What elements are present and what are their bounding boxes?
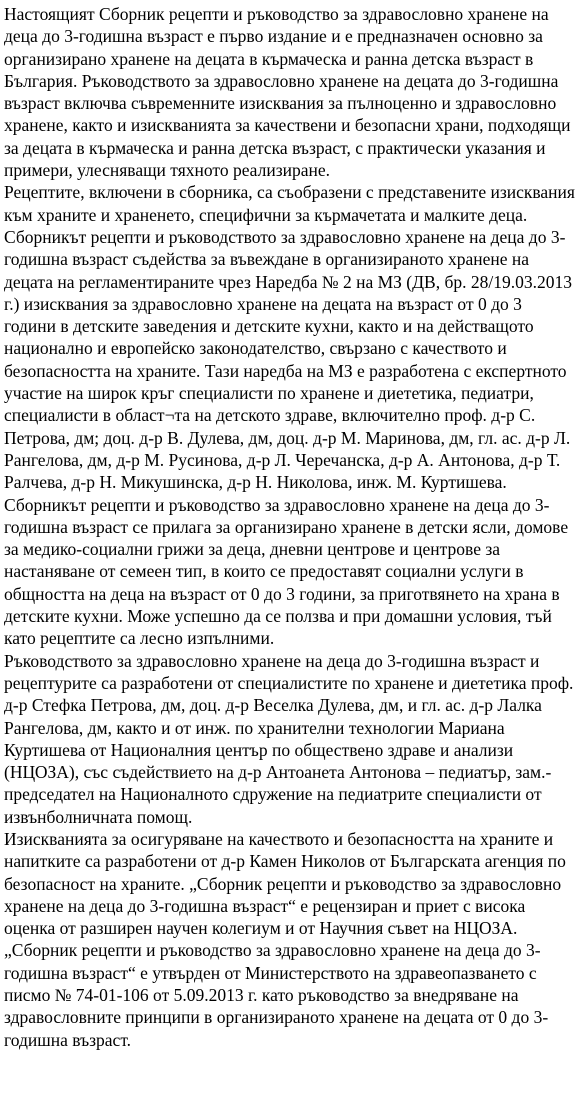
paragraph-recipes-requirements: Рецептите, включени в сборника, са съобразени с представените изисквания към храните и храненето, специфични за кърмачетата и малките деца. Сборникът рецепти и ръководството за здравословно хранене на деца до 3-годишна възраст съдейства за въвеждане в организираното хранене на децата на регламентираните чрез Наредба № 2 на МЗ (ДВ, бр. 28/19.03.2013 г.) изисквания за здравословно хранене на децата на възраст от 0 до 3 години в детските заведения и детските кухни, както и на действащото национално и европейско законодателство, свързано с качеството и безопасността на храните. Тази наредба на МЗ е разработена с експертното участие на широк кръг специалисти по хранене и диететика, педиатри, специалисти в област¬та на детското здраве, включително проф. д-р С. Петрова, дм; доц. д-р В. Дулева, дм, доц. д-р М. Маринова, дм, гл. ас. д-р Л. Рангелова, дм, д-р М. Русинова, д-р Л. Черечанска, д-р А. Антонова, д-р Т. Ралчева, д-р Н. Микушинска, д-р Н. Николова, инж. М. Куртишева.: [4, 182, 575, 493]
paragraph-approval: „Сборник рецепти и ръководство за здравословно хранене на деца до 3-годишна възраст“ е утвърден от Министерството на здравеопазването с писмо № 74-01-106 от 5.09.2013 г. като ръководство за внедряване на здравословните принципи в организираното хранене на децата от 0 до 3-годишна възраст.: [4, 940, 549, 1050]
paragraph-authors: Ръководството за здравословно хранене на деца до 3-годишна възраст и рецептурите са разработени от специалистите по хранене и диететика проф. д-р Стефка Петрова, дм, доц. д-р Веселка Дулева, дм, и гл. ас. д-р Лалка Рангелова, дм, както и от инж. по хранителни технологии Мариана Куртишева от Националния център по обществено здраве и анализи (НЦОЗА), със съдействието на д-р Антоанета Антонова – педиатър, зам.-председател на Националното сдружение на педиатрите специалисти от извънболничната помощ.: [4, 650, 574, 827]
paragraph-intro: Настоящият Сборник рецепти и ръководство за здравословно хранене на деца до 3-годишна възраст е първо издание и е предназначен основно за организирано хранене на децата в кърмаческа и ранна детска възраст в България. Ръководството за здравословно хранене на децата до 3-годишна възраст включва съвременните изисквания за пълноценно и здравословно хранене, както и изискванията за качествени и безопасни храни, подходящи за децата в кърмаческа и ранна детска възраст, с практически указания и примери, улесняващи тяхното реализиране.: [4, 4, 571, 181]
paragraph-application: Сборникът рецепти и ръководство за здравословно хранене на деца до 3-годишна възраст се прилага за организирано хранене в детски ясли, домове за медико-социални грижи за деца, дневни центрове и центрове за настаняване от семеен тип, в които се предоставят социални услуги в общността на деца на възраст от 0 до 3 години, за приготвянето на храна в детските кухни. Може успешно да се ползва и при домашни условия, тъй като рецептите са лесно изпълними.: [4, 494, 569, 649]
paragraph-safety-requirements: Изискванията за осигуряване на качеството и безопасността на храните и напитките са разработени от д-р Камен Николов от Българската агенция по безопасност на храните. „Сборник рецепти и ръководство за здравословно хранене на деца до 3-годишна възраст“ е рецензиран и приет с висока оценка от разширен научен колегиум и от Научния съвет на НЦОЗА.: [4, 828, 566, 939]
